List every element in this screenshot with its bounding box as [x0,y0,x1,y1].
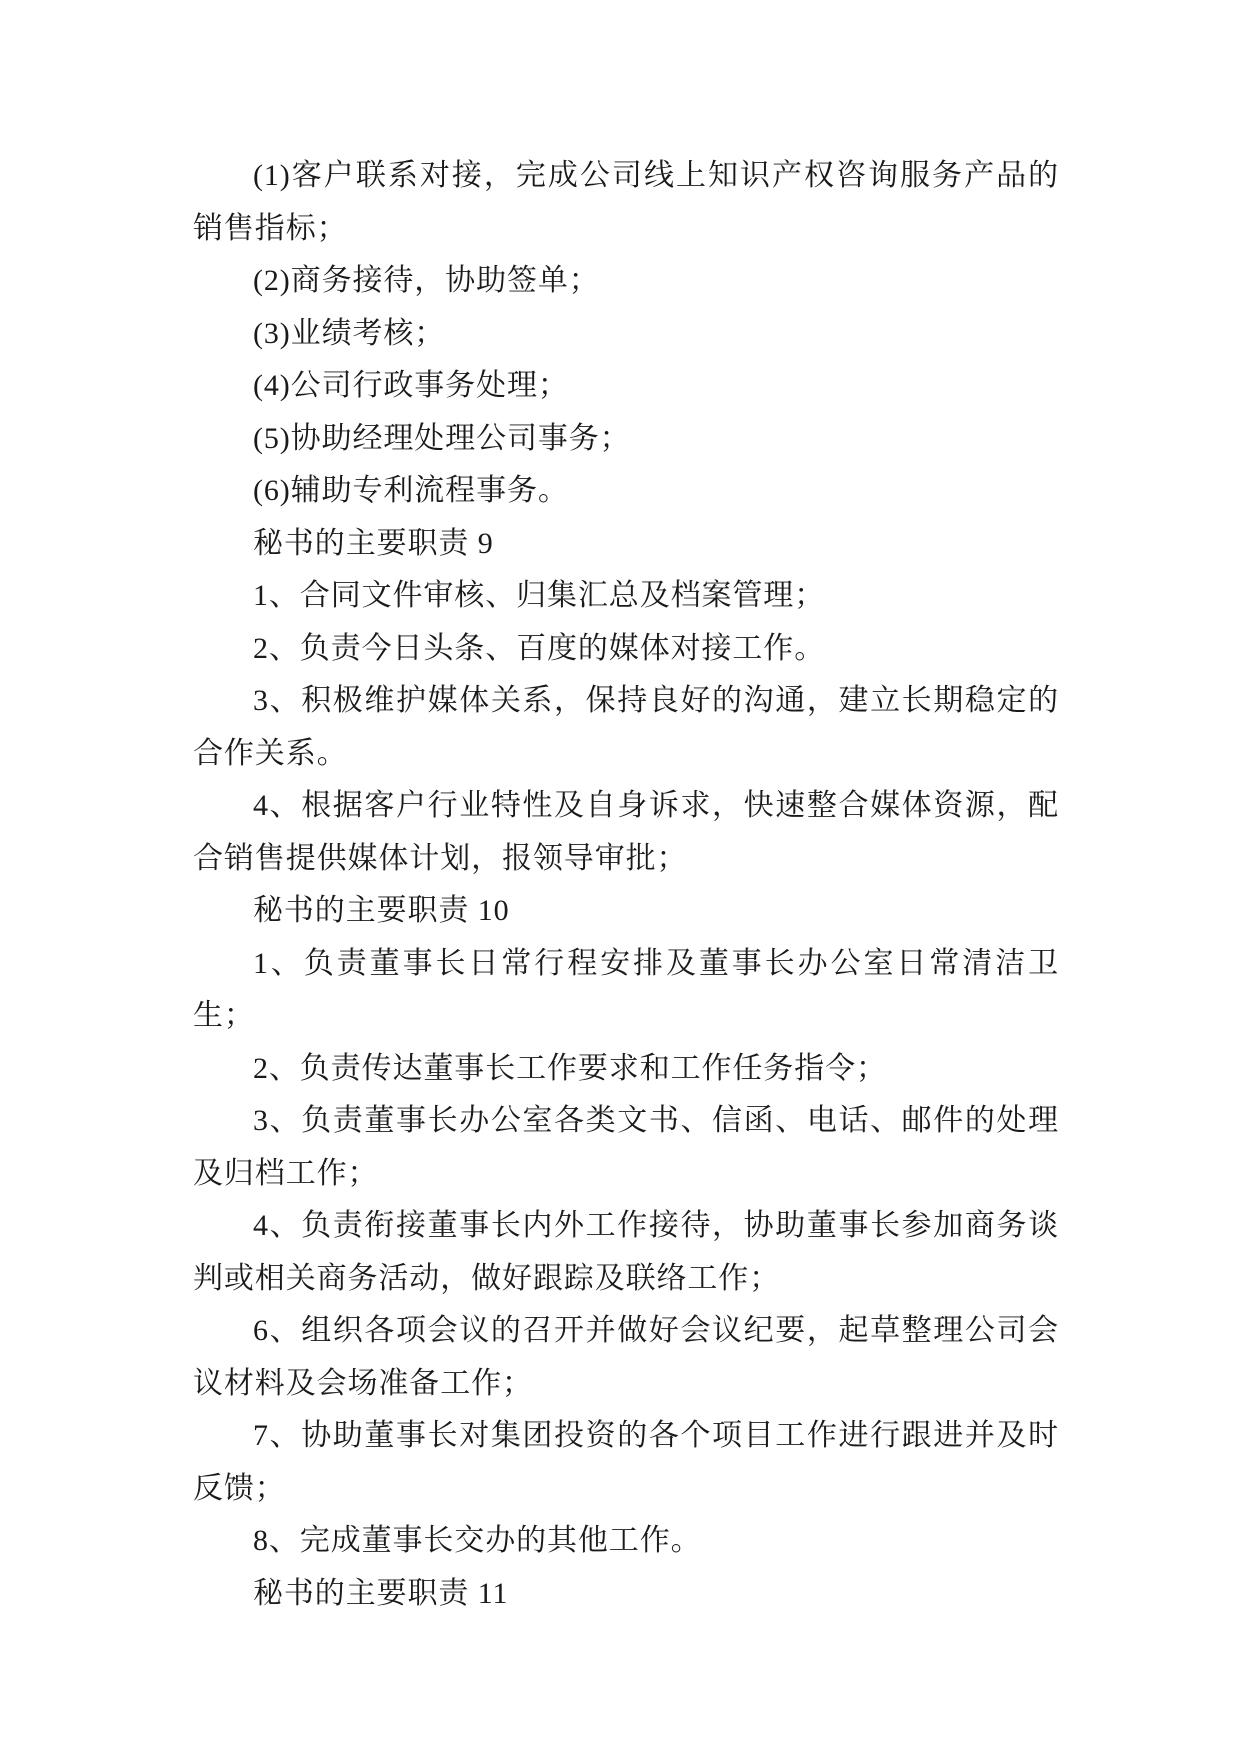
paragraph: 2、负责今日头条、百度的媒体对接工作。 [253,631,826,665]
paragraph: (3)业绩考核； [253,316,446,350]
paragraph: 2、负责传达董事长工作要求和工作任务指令； [253,1051,887,1085]
paragraph: 7、协助董事长对集团投资的各个项目工作进行跟进并及时反馈； [193,1419,1059,1505]
paragraph: 8、完成董事长交办的其他工作。 [253,1524,702,1557]
paragraph: (4)公司行政事务处理； [253,369,569,402]
paragraph: (1)客户联系对接，完成公司线上知识产权咨询服务产品的销售指标； [193,159,1059,245]
paragraph: 3、积极维护媒体关系，保持良好的沟通，建立长期稳定的合作关系。 [193,684,1059,770]
section-heading: 秘书的主要职责 11 [253,1576,509,1610]
section-heading: 秘书的主要职责 10 [253,894,510,927]
section-heading: 秘书的主要职责 9 [253,526,494,560]
paragraph: 6、组织各项会议的召开并做好会议纪要，起草整理公司会议材料及会场准备工作； [193,1314,1059,1400]
paragraph: 1、负责董事长日常行程安排及董事长办公室日常清洁卫生； [193,946,1059,1032]
paragraph: (5)协助经理处理公司事务； [253,421,631,455]
paragraph: (2)商务接待，协助签单； [253,264,600,297]
paragraph: (6)辅助专利流程事务。 [253,474,569,507]
paragraph: 4、根据客户行业特性及自身诉求，快速整合媒体资源，配合销售提供媒体计划，报领导审批； [193,789,1059,875]
paragraph: 3、负责董事长办公室各类文书、信函、电话、邮件的处理及归档工作； [193,1104,1059,1190]
paragraph: 1、合同文件审核、归集汇总及档案管理； [253,579,826,612]
document-content [193,150,1059,1620]
paragraph: 4、负责衔接董事长内外工作接待，协助董事长参加商务谈判或相关商务活动，做好跟踪及联络工作； [193,1209,1059,1295]
